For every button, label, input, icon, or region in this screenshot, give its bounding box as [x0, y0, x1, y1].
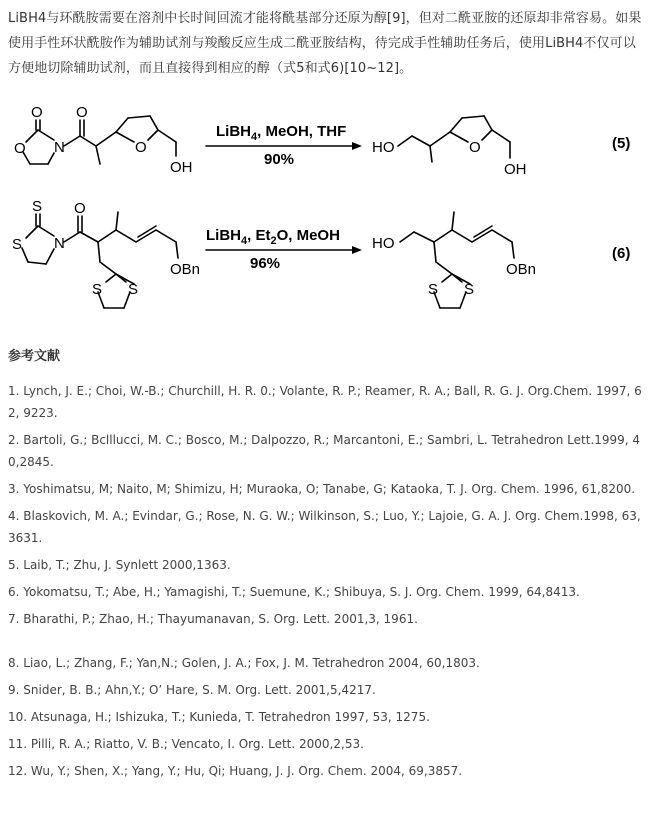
reference-item: 11. Pilli, R. A.; Riatto, V. B.; Vencato, I. Org. Lett. 2000,2,53. [8, 737, 364, 751]
eq6-thione-s: S [32, 198, 43, 215]
reference-item: 10. Atsunaga, H.; Ishizuka, T.; Kunieda, T. Tetrahedron 1997, 53, 1275. [8, 710, 430, 724]
eq5-oh-left: OH [170, 159, 193, 176]
intro-text: LiBH4与环酰胺需要在溶剂中长时间回流才能将酰基部分还原为醇[9]，但对二酰亚胺的还原却非常容易。如果使用手性环状酰胺作为辅助试剂与羧酸反应生成二酰亚胺结构，待完成手性辅助任务后，使用LiBH4不仅可以方便地切除辅助试剂，而且直接得到相应的醇（式5和式6)[10~12]。 [8, 11, 642, 76]
reference-item: 12. Wu, Y.; Shen, X.; Yang, Y.; Hu, Qi; Huang, J. J. Org. Chem. 2004, 69,3857. [8, 764, 463, 778]
eq5-yield: 90% [264, 151, 295, 168]
eq6-arrowhead [352, 246, 362, 254]
intro-paragraph [8, 6, 644, 81]
eq5-thf-o-right: O [469, 139, 481, 156]
eq6-product [400, 212, 514, 308]
eq5-oxazolidinone-n: N [54, 139, 65, 156]
eq6-label: (6) [612, 245, 631, 262]
eq5-ho-right: HO [372, 139, 395, 156]
eq6-obn-right: OBn [506, 261, 537, 278]
reference-item: 5. Laib, T.; Zhu, J. Synlett 2000,1363. [8, 558, 231, 572]
reference-item: 6. Yokomatsu, T.; Abe, H.; Yamagishi, T.; Suemune, K.; Shibuya, S. J. Org. Chem. 1999, 64,8413. [8, 585, 580, 599]
eq6-reagents: LiBH$_4$, $Et_2O$, MeOH [206, 227, 340, 247]
eq5-arrowhead [352, 142, 362, 150]
eq6-ring-n: N [54, 235, 65, 252]
eq6-dithiolane-s1-right: S [428, 281, 439, 298]
reference-item: 9. Snider, B. B.; Ahn,Y.; O’ Hare, S. M. Org. Lett. 2001,5,4217. [8, 683, 376, 697]
eq5-amide-o: O [76, 104, 88, 121]
eq6-amide-o: O [74, 200, 86, 217]
reaction-scheme [0, 96, 652, 330]
reaction-scheme-svg [0, 96, 652, 330]
eq5-label: (5) [612, 135, 631, 152]
eq6-yield: 96% [250, 255, 281, 272]
eq5-oxazolidinone-carbonyl-o: O [31, 104, 43, 121]
eq6-dithiolane-s2-right: S [464, 281, 475, 298]
eq5-starting-material [23, 116, 176, 164]
eq6-ho-right: HO [372, 235, 395, 252]
eq6-obn-left: OBn [170, 261, 201, 278]
reference-item: 2. Bartoli, G.; Bclllucci, M. C.; Bosco, M.; Dalpozzo, R.; Marcantoni, E.; Sambri, L. Tetrahedron Lett.1999, 40,2845. [8, 433, 641, 469]
eq6-ring-s: S [12, 236, 23, 253]
reference-item: 7. Bharathi, P.; Zhao, H.; Thayumanavan, S. Org. Lett. 2001,3, 1961. [8, 612, 418, 626]
eq5-thf-o-left: O [135, 139, 147, 156]
reference-item: 1. Lynch, J. E.; Choi, W.-B.; Churchill, H. R. 0.; Volante, R. P.; Reamer, R. A.; Ball, R. G. J. Org.Chem. 1997, 62, 9223. [8, 384, 642, 420]
eq5-reagents: LiBH$_4$, MeOH, THF [216, 123, 347, 143]
reference-item: 3. Yoshimatsu, M; Naito, M; Shimizu, H; Muraoka, O; Tanabe, G; Kataoka, T. J. Org. Chem. 1996, 61,8200. [8, 482, 636, 496]
references-list [8, 380, 644, 787]
eq5-oxazolidinone-ring-o: O [14, 140, 26, 157]
eq5-oh-right: OH [504, 161, 527, 178]
reference-item: 4. Blaskovich, M. A.; Evindar, G.; Rose, N. G. W.; Wilkinson, S.; Luo, Y.; Lajoie, G. A. J. Org. Chem.1998, 63,3631. [8, 509, 641, 545]
eq6-dithiolane-s2-left: S [128, 281, 139, 298]
eq5-product [398, 116, 510, 162]
eq6-dithiolane-s1-left: S [92, 281, 103, 298]
reference-item: 8. Liao, L.; Zhang, F.; Yan,N.; Golen, J. A.; Fox, J. M. Tetrahedron 2004, 60,1803. [8, 656, 480, 670]
references-title: 参考文献 [8, 349, 61, 364]
